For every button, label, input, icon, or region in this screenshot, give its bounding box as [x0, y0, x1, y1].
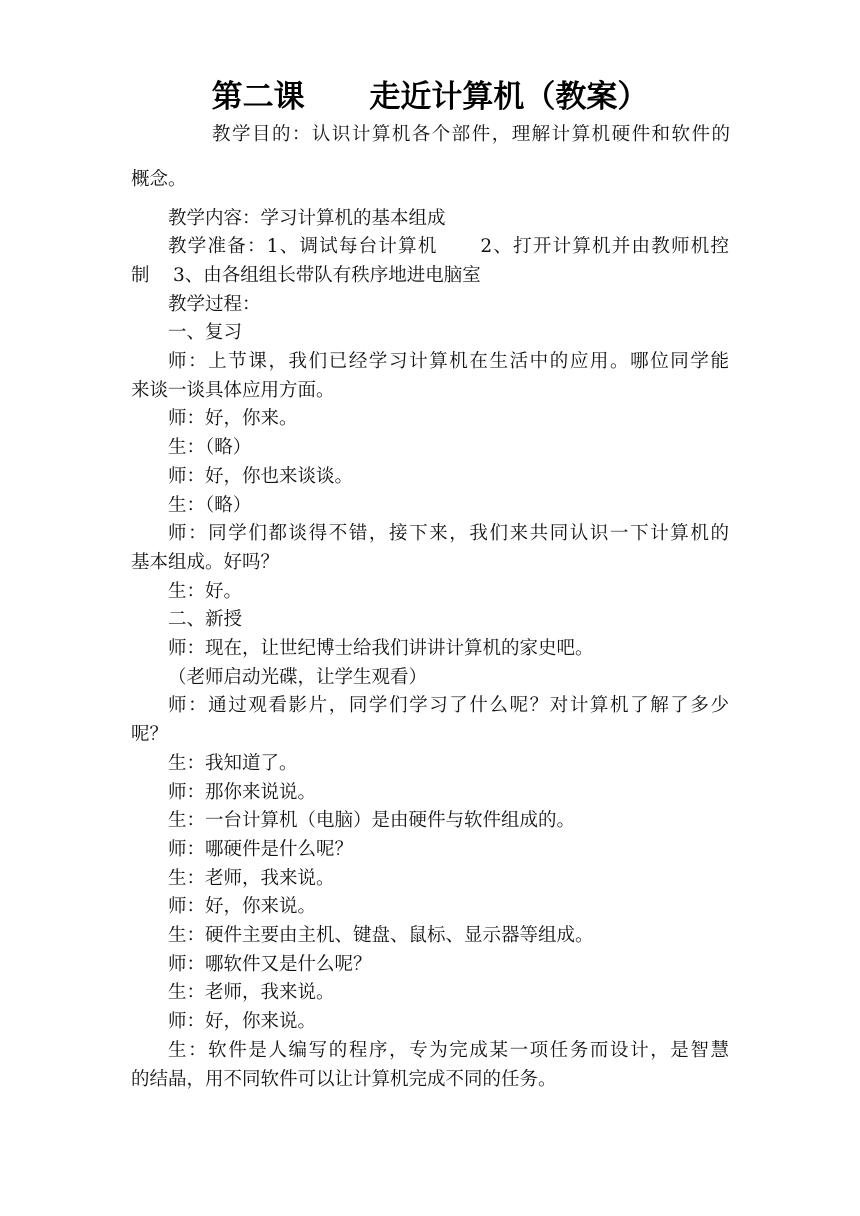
paragraph-line: 师：那你来说说。 — [168, 782, 317, 803]
paragraph-line: 生：老师，我来说。 — [168, 868, 335, 889]
paragraph-line: 生：（略） — [168, 495, 252, 516]
paragraph-line: 教学准备：1、调试每台计算机 2、打开计算机并由教师机控 — [168, 236, 729, 257]
paragraph-line: 师：上节课，我们已经学习计算机在生活中的应用。哪位同学能 — [168, 351, 729, 372]
document-title: 第二课 走近计算机（教案） — [211, 79, 649, 115]
paragraph-line: 师：哪硬件是什么呢？ — [168, 839, 354, 860]
paragraph-line: 教学内容：学习计算机的基本组成 — [168, 208, 446, 229]
paragraph-line: 师：好，你来说。 — [168, 1011, 317, 1032]
paragraph-line: 生：（略） — [168, 437, 252, 458]
section-heading: 二、新授 — [168, 609, 243, 630]
paragraph-line: 的结晶，用不同软件可以让计算机完成不同的任务。 — [131, 1069, 557, 1090]
paragraph-line: 师：同学们都谈得不错，接下来，我们来共同认识一下计算机的 — [168, 523, 729, 544]
paragraph-line: 师：好，你来。 — [168, 408, 298, 429]
paragraph-line: 基本组成。好吗？ — [131, 552, 280, 573]
paragraph-line: 制 3、由各组组长带队有秩序地进电脑室 — [131, 265, 481, 286]
paragraph-line: 教学目的：认识计算机各个部件，理解计算机硬件和软件的 — [212, 124, 730, 145]
paragraph-line: 生：我知道了。 — [168, 753, 298, 774]
paragraph-line: 生：一台计算机（电脑）是由硬件与软件组成的。 — [168, 810, 576, 831]
paragraph-line: 概念。 — [131, 169, 187, 190]
paragraph-line: 师：通过观看影片，同学们学习了什么呢？对计算机了解了多少 — [168, 695, 729, 716]
paragraph-line: 师：现在，让世纪博士给我们讲讲计算机的家史吧。 — [168, 638, 594, 659]
paragraph-line: 生：老师，我来说。 — [168, 982, 335, 1003]
paragraph-line: 来谈一谈具体应用方面。 — [131, 380, 335, 401]
paragraph-line: 师：好，你也来谈谈。 — [168, 466, 354, 487]
paragraph-line: 生：硬件主要由主机、键盘、鼠标、显示器等组成。 — [168, 925, 594, 946]
paragraph-line: 师：哪软件又是什么呢？ — [168, 954, 372, 975]
section-heading: 一、复习 — [168, 322, 243, 343]
paragraph-line: （老师启动光碟，让学生观看） — [168, 667, 428, 688]
paragraph-line: 生：软件是人编写的程序，专为完成某一项任务而设计，是智慧 — [168, 1040, 729, 1061]
paragraph-line: 生：好。 — [168, 581, 243, 602]
paragraph-line: 呢？ — [131, 724, 169, 745]
paragraph-line: 教学过程： — [168, 294, 261, 315]
paragraph-line: 师：好，你来说。 — [168, 896, 317, 917]
